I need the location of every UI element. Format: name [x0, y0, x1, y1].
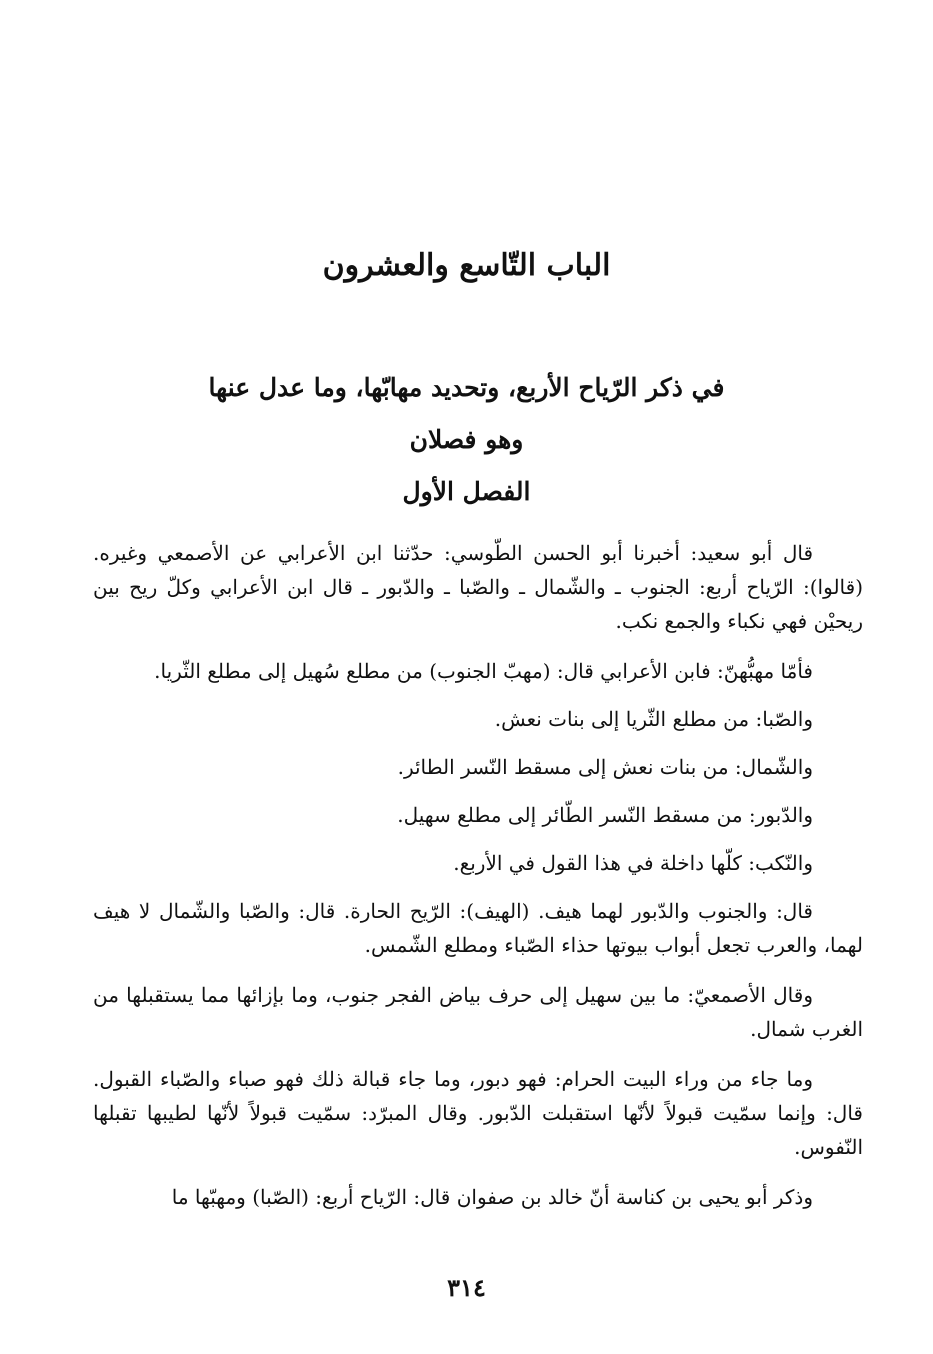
- body-paragraph: وذكر أبو يحيى بن كناسة أنّ خالد بن صفوان قال: الرّياح أربع: (الصّبا) ومهبّها ما: [171, 1185, 813, 1209]
- section-title: الفصل الأول: [402, 477, 531, 506]
- chapter-subject-heading: في ذكر الرّياح الأربع، وتحديد مهابّها، وما عدل عنها: [208, 373, 725, 402]
- page-number: ٣١٤: [447, 1273, 486, 1302]
- body-paragraph: فأمّا مهبُّهنّ: فابن الأعرابي قال: (مهبّ الجنوب) من مطلع سُهيل إلى مطلع الثّريا.: [154, 659, 813, 683]
- body-paragraph: والشّمال: من بنات نعش إلى مسقط النّسر الطائر.: [397, 755, 813, 779]
- body-paragraph: والنّكب: كلّها داخلة في هذا القول في الأربع.: [453, 851, 813, 875]
- body-paragraph: والصّبا: من مطلع الثّريا إلى بنات نعش.: [494, 707, 813, 731]
- chapter-subheadings: [0, 362, 933, 518]
- body-paragraph: وما جاء من وراء البيت الحرام: فهو دبور، وما جاء قبالة ذلك فهو صباء والصّباء القبول. قال: وإنما سمّيت قبولاً لأنّها استقبلت الدّبور. وقال المبرّد: سمّيت قبولاً لأنّها لطيبها تقبلها النّفوس.: [93, 1067, 863, 1159]
- chapter-title: الباب التّاسع والعشرون: [322, 248, 611, 283]
- body-paragraph: قال أبو سعيد: أخبرنا أبو الحسن الطّوسي: حدّثنا ابن الأعرابي عن الأصمعي وغيره. (قالوا): الرّياح أربع: الجنوب ـ والشّمال ـ والصّبا ـ والدّبور ـ قال ابن الأعرابي وكلّ ريح بين ريحيْن فهي نكباء والجمع نكب.: [93, 541, 863, 633]
- body-paragraph: قال: والجنوب والدّبور لهما هيف. (الهيف): الرّيح الحارة. قال: والصّبا والشّمال لا هيف لهما، والعرب تجعل أبواب بيوتها حذاء الصّباء ومطلع الشّمس.: [93, 899, 863, 957]
- body-text: [93, 536, 863, 1230]
- body-paragraph: وقال الأصمعيّ: ما بين سهيل إلى حرف بياض الفجر جنوب، وما بإزائها مما يستقبلها من الغرب شمال.: [93, 983, 863, 1041]
- sections-count-heading: وهو فصلان: [409, 425, 524, 454]
- body-paragraph: والدّبور: من مسقط النّسر الطّائر إلى مطلع سهيل.: [397, 803, 813, 827]
